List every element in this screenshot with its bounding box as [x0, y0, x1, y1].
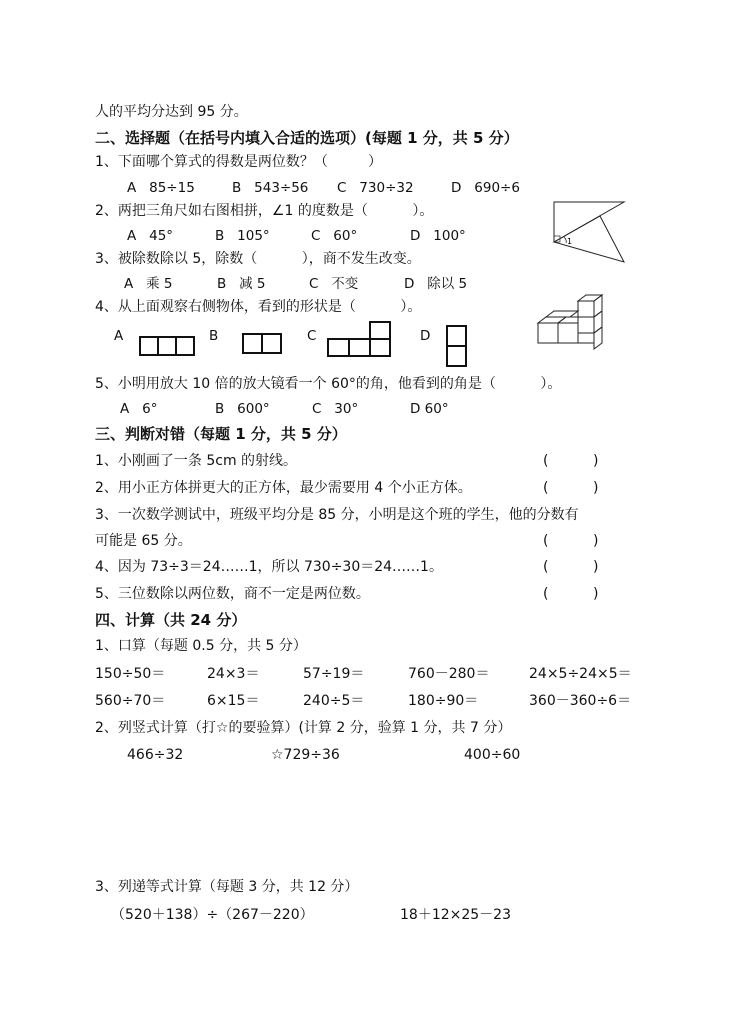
q2-3-option-b: B 减 5	[217, 276, 266, 292]
oral-calc-title: 1、口算（每题 0.5 分，共 5 分）	[95, 638, 307, 654]
oral-r2-c2: 6×15＝	[207, 693, 260, 709]
q2-5-option-c: C 30°	[312, 401, 359, 417]
q2-1-option-d: D 690÷6	[451, 180, 520, 196]
judge-item-3: 3、一次数学测试中，班级平均分是 85 分，小明是这个班的学生，他的分数有	[95, 507, 579, 523]
step-calc-title: 3、列递等式计算（每题 3 分，共 12 分）	[95, 879, 359, 895]
intro-line: 人的平均分达到 95 分。	[95, 104, 248, 120]
q2-5-text: 5、小明用放大 10 倍的放大镜看一个 60°的角，他看到的角是（ ）。	[95, 376, 562, 392]
section-2-title: 二、选择题（在括号内填入合适的选项）(每题 1 分，共 5 分）	[95, 129, 519, 147]
q2-4-option-a: A	[114, 328, 124, 344]
judge-item-3-cont: 可能是 65 分。	[95, 533, 192, 549]
q2-4-option-d: D	[420, 328, 431, 344]
judge-bracket-3: ( )	[543, 533, 599, 549]
angle-1-label: 1	[567, 237, 573, 246]
vertical-calc-title: 2、列竖式计算（打☆的要验算）(计算 2 分，验算 1 分，共 7 分）	[95, 720, 512, 736]
vertical-calc-3: 400÷60	[464, 747, 521, 763]
section-3-title: 三、判断对错（每题 1 分，共 5 分）	[95, 425, 347, 443]
oral-r1-c2: 24×3＝	[207, 666, 260, 682]
q2-5-option-d: D 60°	[410, 401, 449, 417]
q2-1-option-c: C 730÷32	[337, 180, 414, 196]
q2-1-option-b: B 543÷56	[232, 180, 309, 196]
q2-3-text: 3、被除数除以 5，除数（ ），商不发生改变。	[95, 251, 421, 267]
oral-r2-c4: 180÷90＝	[408, 693, 479, 709]
q2-3-option-d: D 除以 5	[404, 276, 468, 292]
judge-bracket-4: ( )	[543, 559, 599, 575]
q2-5-option-a: A 6°	[120, 401, 158, 417]
oral-r2-c3: 240÷5＝	[303, 693, 365, 709]
q2-4-option-b: B	[209, 328, 219, 344]
q2-1-option-a: A 85÷15	[127, 180, 195, 196]
oral-r1-c5: 24×5÷24×5＝	[529, 666, 632, 682]
step-calc-1: （520＋138）÷（267－220）	[111, 907, 314, 923]
oral-r1-c3: 57÷19＝	[303, 666, 365, 682]
judge-item-2: 2、用小正方体拼更大的正方体，最少需要用 4 个小正方体。	[95, 480, 472, 496]
q2-2-text: 2、两把三角尺如右图相拼，∠1 的度数是（ ）。	[95, 203, 434, 219]
vertical-calc-2: ☆729÷36	[271, 747, 340, 763]
q2-4-text: 4、从上面观察右侧物体，看到的形状是（ ）。	[95, 299, 422, 315]
q2-4-option-c-shape	[327, 321, 391, 357]
judge-bracket-2: ( )	[543, 480, 599, 496]
judge-item-4: 4、因为 73÷3＝24……1，所以 730÷30＝24……1。	[95, 559, 443, 575]
triangle-rulers-figure	[550, 198, 628, 264]
oral-r1-c4: 760－280＝	[408, 666, 490, 682]
q2-3-option-a: A 乘 5	[124, 276, 173, 292]
step-calc-2: 18＋12×25－23	[400, 907, 511, 923]
section-4-title: 四、计算（共 24 分）	[95, 611, 247, 629]
oral-r2-c1: 560÷70＝	[95, 693, 166, 709]
q2-4-option-c: C	[307, 328, 317, 344]
q2-4-option-d-shape	[446, 325, 467, 367]
oral-r1-c1: 150÷50＝	[95, 666, 166, 682]
cube-stack-figure	[537, 293, 605, 347]
q2-5-option-b: B 600°	[215, 401, 270, 417]
q2-1-text: 1、下面哪个算式的得数是两位数？（ ）	[95, 154, 382, 170]
q2-3-option-c: C 不变	[309, 276, 359, 292]
judge-bracket-5: ( )	[543, 586, 599, 602]
q2-4-option-a-shape	[139, 336, 195, 356]
judge-item-1: 1、小刚画了一条 5cm 的射线。	[95, 453, 298, 469]
q2-2-option-d: D 100°	[410, 228, 466, 244]
q2-4-option-b-shape	[242, 333, 282, 354]
vertical-calc-1: 466÷32	[127, 747, 184, 763]
q2-2-option-a: A 45°	[127, 228, 174, 244]
judge-bracket-1: ( )	[543, 453, 599, 469]
oral-r2-c5: 360－360÷6＝	[529, 693, 632, 709]
q2-2-option-c: C 60°	[311, 228, 358, 244]
q2-2-option-b: B 105°	[215, 228, 270, 244]
judge-item-5: 5、三位数除以两位数，商不一定是两位数。	[95, 586, 370, 602]
